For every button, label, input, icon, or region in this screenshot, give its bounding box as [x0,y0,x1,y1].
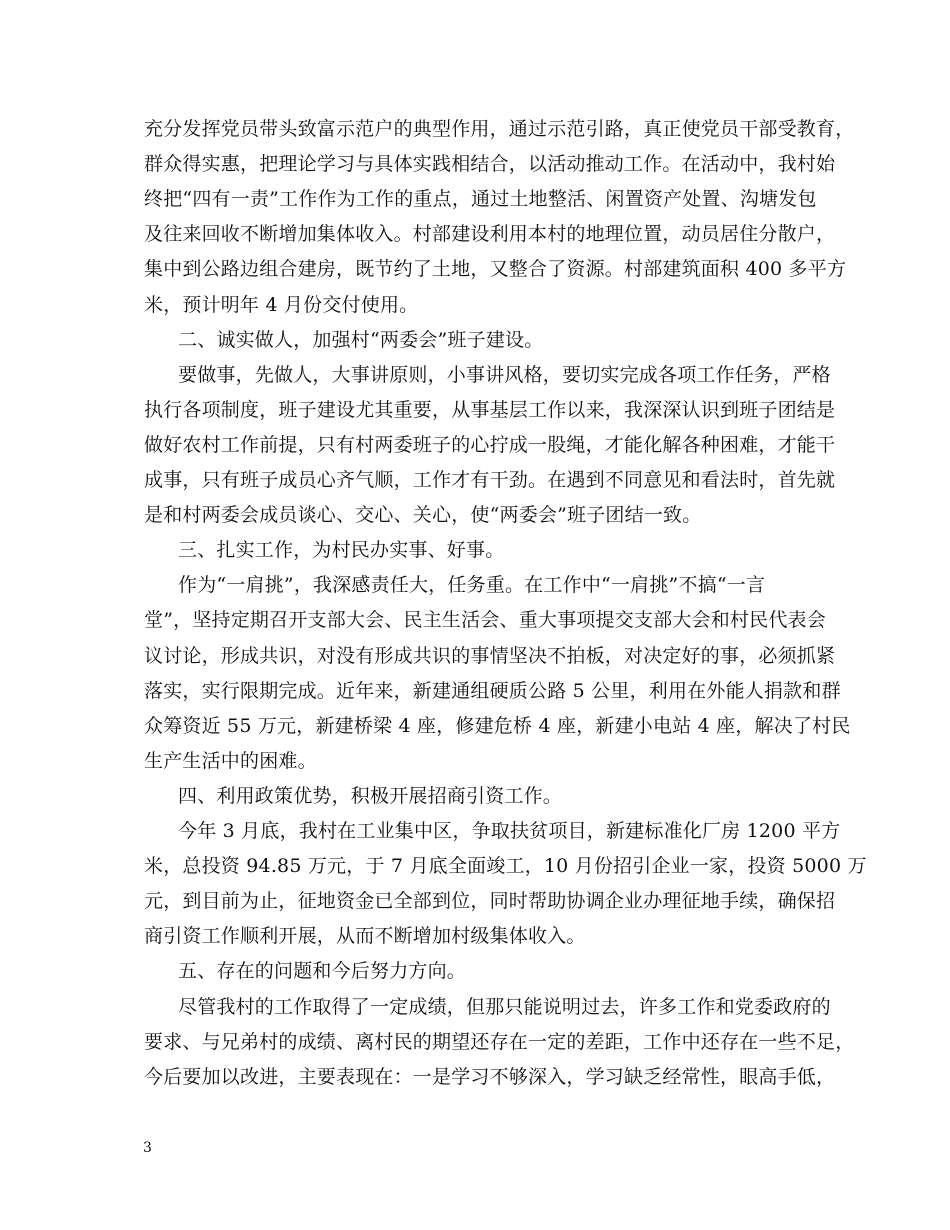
body-text-line: 要做事，先做人，大事讲原则，小事讲风格，要切实完成各项工作任务，严格 [178,364,831,386]
body-text-line: 元，到目前为止，征地资金已全部到位，同时帮助协调企业办理征地手续，确保招 [144,890,836,912]
body-text-line: 要求、与兄弟村的成绩、离村民的期望还存在一定的差距，工作中还存在一些不足， [144,1031,855,1053]
body-text-line: 米，总投资 94.85 万元，于 7 月底全面竣工，10 月份招引企业一家，投资 5000 万 [144,855,867,877]
body-text-line: 米，预计明年 4 月份交付使用。 [144,294,419,316]
body-text-line: 议讨论，形成共识，对没有形成共识的事情坚决不拍板，对决定好的事，必须抓紧 [144,645,836,667]
section-heading: 二、诚实做人，加强村“两委会”班子建设。 [178,329,544,351]
body-text-line: 群众得实惠，把理论学习与具体实践相结合，以活动推动工作。在活动中，我村始 [144,153,836,175]
body-text-line: 集中到公路边组合建房，既节约了土地，又整合了资源。村部建筑面积 400 多平方 [144,258,847,280]
section-heading: 五、存在的问题和今后努力方向。 [178,960,467,982]
section-heading: 三、扎实工作，为村民办实事、好事。 [178,539,505,561]
body-text-line: 今年 3 月底，我村在工业集中区，争取扶贫项目，新建标准化厂房 1200 平方 [178,820,841,842]
body-text-line: 作为“一肩挑”，我深感责任大，任务重。在工作中“一肩挑”不搞“一言 [178,574,766,596]
body-text-line: 是和村两委会成员谈心、交心、关心，使“两委会”班子团结一致。 [144,504,702,526]
body-text-line: 堂”，坚持定期召开支部大会、民主生活会、重大事项提交支部大会和村民代表会 [144,609,826,631]
body-text-line: 今后要加以改进，主要表现在：一是学习不够深入，学习缺乏经常性，眼高手低， [144,1066,836,1088]
body-text-line: 终把“四有一责”工作作为工作的重点，通过土地整活、闲置资产处置、沟塘发包 [144,188,817,210]
body-text-line: 执行各项制度，班子建设尤其重要，从事基层工作以来，我深深认识到班子团结是 [144,399,836,421]
page-number: 3 [143,1140,152,1156]
body-text-line: 成事，只有班子成员心齐气顺，工作才有干劲。在遇到不同意见和看法时，首先就 [144,469,836,491]
body-text-line: 落实，实行限期完成。近年来，新建通组硬质公路 5 公里，利用在外能人捐款和群 [144,680,841,702]
section-heading: 四、利用政策优势，积极开展招商引资工作。 [178,785,563,807]
body-text-line: 做好农村工作前提，只有村两委班子的心拧成一股绳，才能化解各种困难，才能干 [144,434,836,456]
body-text-line: 及往来回收不断增加集体收入。村部建设利用本村的地理位置，动员居住分散户， [144,223,836,245]
body-text-line: 众筹资近 55 万元，新建桥梁 4 座，修建危桥 4 座，新建小电站 4 座，解决了村民 [144,715,851,737]
body-text-line: 尽管我村的工作取得了一定成绩，但那只能说明过去，许多工作和党委政府的 [178,996,831,1018]
body-text-line: 生产生活中的困难。 [144,750,317,772]
body-text-line: 充分发挥党员带头致富示范户的典型作用，通过示范引路，真正使党员干部受教育， [144,118,855,140]
body-text-line: 商引资工作顺利开展，从而不断增加村级集体收入。 [144,925,586,947]
